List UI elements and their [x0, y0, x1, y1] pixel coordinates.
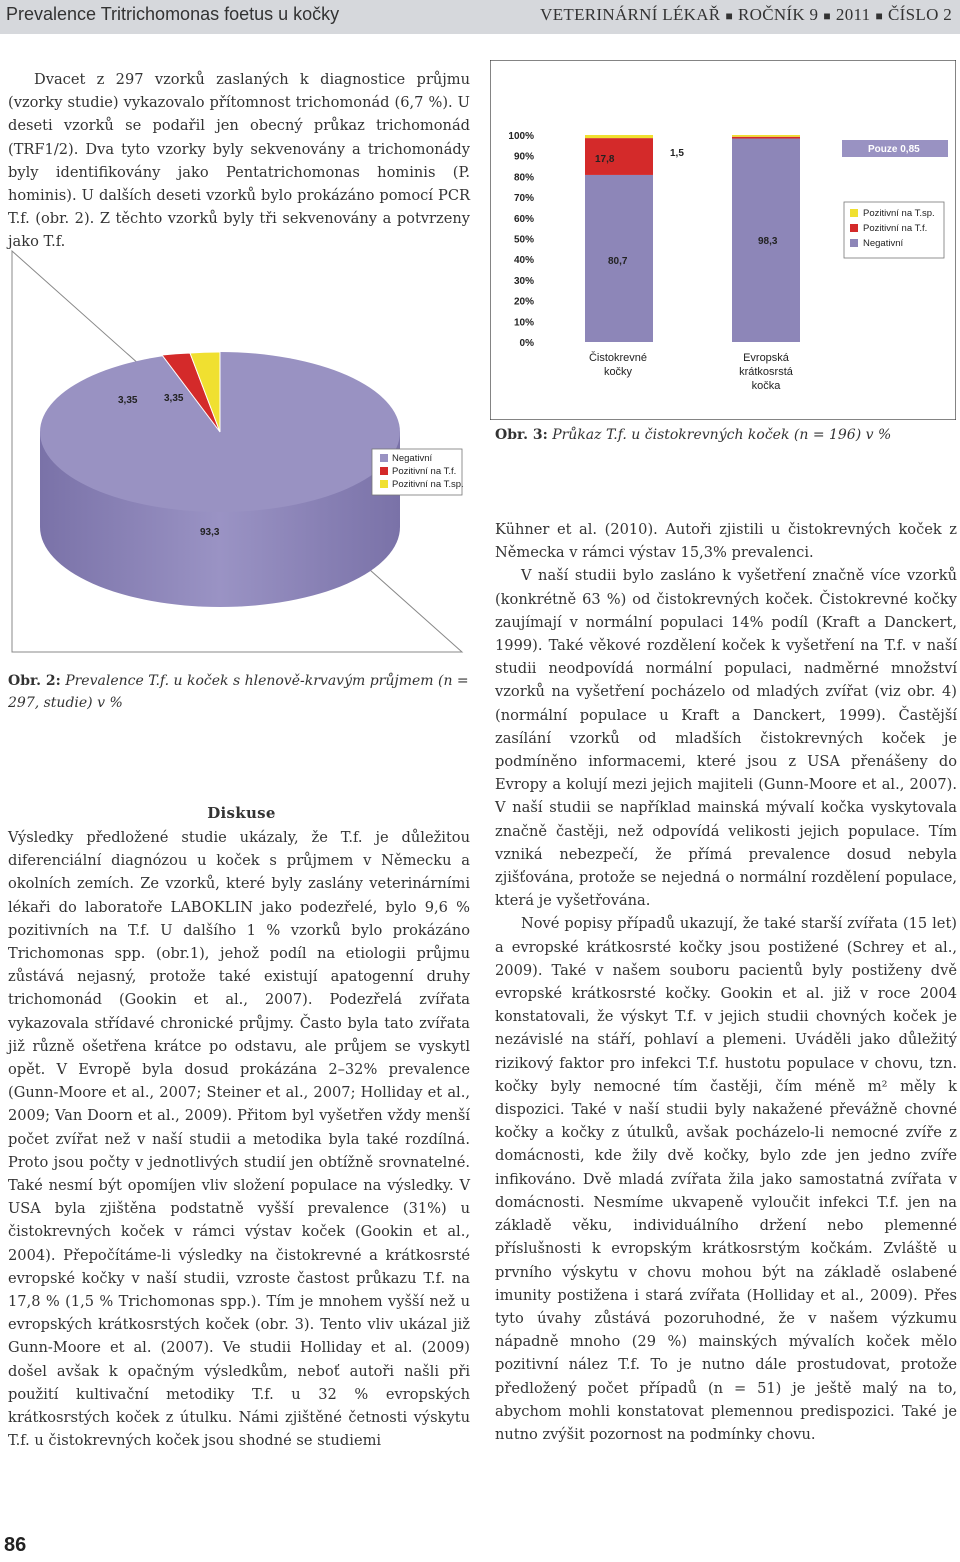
y-tick-label: 0%: [519, 338, 534, 349]
discussion-left-column: [8, 826, 470, 1452]
y-tick-label: 30%: [513, 275, 534, 287]
category-label-1: Čistokrevné: [588, 352, 648, 364]
intro-paragraph: Dvacet z 297 vzorků zaslaných k diagnostice průjmu (vzorky studie) vykazovalo přítomnost trichomonád (6,7 %). U deseti vzorků se podařil jen obecný průkaz trichomonád (TRF1/2). Dva tyto vzorky byly sekvenovány a trichomonády byly identifikovány jako Pentatrichomonas hominis (P. hominis). U dalších deseti vzorků bylo prokázáno pomocí PCR T.f. (obr. 2). Z těchto vzorků byly tři sekvenovány a potvrzeny jako T.f.: [8, 71, 470, 251]
page-number: 86: [4, 1534, 27, 1556]
discussion-heading: Diskuse: [207, 804, 276, 822]
bar-chart: [490, 60, 956, 420]
y-tick-label: 70%: [513, 193, 534, 205]
journal-year: 2011: [835, 5, 871, 24]
bar-label-tsp: 1,5: [670, 148, 684, 159]
pie-caption-text: Prevalence T.f. u koček s hlenově-krvavým průjmem (n = 297, studie) v %: [8, 673, 469, 711]
y-tick-label: 10%: [513, 317, 534, 329]
pie-chart: [0, 247, 465, 662]
bar-segment: [732, 137, 800, 139]
legend-tsp: Pozitivní na T.sp.: [392, 479, 464, 490]
pie-label-tsp: 3,35: [164, 393, 184, 404]
right-paragraph-3: Nové popisy případů ukazují, že také starší zvířata (15 let) a evropské krátkosrsté kočky jsou postižené (Schrey et al., 2009). Také v našem souboru pacientů byly postiženy dvě evropské krátkosrsté kočky. Gookin et al. již v roce 2004 konstatovali, že výskyt T.f. v jejich studii chovných koček je nezávislé na stáří, pohlaví a plemeni. Uváděli jako důležitý rizikový faktor pro infekci T.f. hustotu populace v chovu, tzn. kočky byly nemocné tím častěji, čím méně m² měly k dispozici. Také v naší studii byly nakažené převážně chovné kočky a kočky z útulků, avšak pocházelo-li nemocné zvíře z domácnosti, kde žily dvě kočky, bylo zde jen jedno zvíře infikováno. Dvě mladá zvířata žila jako samostatná zvířata v domácnosti. Nesmíme ukvapeně vyloučit infekci T.f. jen na základě věku, individuálního držení nebo plemenné příslušnosti k evropským krátkosrstým kočkám. Zvláště u prvního výskytu v chovu mohou být na základě oslabené imunity postižena i stará zvířata (Holliday et al., 2009). Přes tyto úvahy zůstává pozoruhodné, že v našem výzkumu nápadně mnoho (29 %) mainských mývalích koček mělo pozitivní nález T.f. To je nutno dále prostudovat, protože předložený počet případů (n = 51) je ještě malý na to, abychom mohli konstatovat plemennou predispozici. Také je nutno zvýšit pozornost na podmínky chovu.: [495, 915, 957, 1443]
bar-legend-tsp: Pozitivní na T.sp.: [863, 208, 935, 219]
pie-caption: [8, 670, 478, 714]
journal-info: [540, 5, 952, 25]
pie-caption-label: Obr. 2:: [8, 673, 61, 689]
bar-figure: [490, 60, 956, 420]
intro-column: [8, 68, 470, 254]
bar-annotation: Pouze 0,85: [868, 144, 920, 155]
y-tick-label: 40%: [513, 255, 534, 267]
category-label-2c: kočka: [751, 380, 781, 392]
pie-label-tf: 3,35: [118, 395, 138, 406]
y-tick-label: 100%: [508, 131, 534, 142]
journal-issue: ČÍSLO 2: [888, 5, 952, 24]
y-tick-label: 60%: [513, 213, 534, 225]
bar-caption-label: Obr. 3:: [495, 427, 548, 443]
bar-label-tf: 17,8: [595, 154, 615, 165]
right-paragraph-1: Kühner et al. (2010). Autoři zjistili u čistokrevných koček z Německa v rámci výstav 15,3% prevalenci.: [495, 521, 957, 562]
legend-swatch-tsp: [850, 209, 858, 217]
journal-name: VETERINÁRNÍ LÉKAŘ: [540, 5, 721, 24]
category-label-2: Evropská: [743, 352, 789, 364]
category-label-2b: krátkosrstá: [739, 366, 793, 378]
legend-swatch-tf: [380, 467, 388, 475]
legend-negative: Negativní: [392, 453, 433, 464]
bar-caption: [495, 424, 955, 446]
journal-volume: ROČNÍK 9: [738, 5, 819, 24]
article-title: Prevalence Tritrichomonas foetus u kočky: [6, 4, 340, 24]
bar-label-negative-1: 80,7: [608, 256, 628, 267]
bar-label-negative-2: 98,3: [758, 236, 778, 247]
legend-swatch-negative: [380, 454, 388, 462]
bar-caption-text: Průkaz T.f. u čistokrevných koček (n = 196) v %: [552, 427, 892, 443]
y-tick-label: 80%: [513, 172, 534, 184]
legend-tf: Pozitivní na T.f.: [392, 466, 457, 477]
pie-figure: [0, 247, 465, 662]
bar-segment: [585, 135, 653, 138]
bar-legend-tf: Pozitivní na T.f.: [863, 223, 928, 234]
bar-legend-negative: Negativní: [863, 238, 904, 249]
pie-label-negative: 93,3: [200, 527, 220, 538]
y-tick-label: 20%: [513, 296, 534, 308]
y-tick-label: 50%: [513, 234, 534, 246]
bar-segment: [732, 135, 800, 137]
running-header: [0, 0, 960, 34]
legend-swatch-negative: [850, 239, 858, 247]
right-paragraph-2: V naší studii bylo zasláno k vyšetření značně více vzorků (konkrétně 63 %) od čistokrevných koček. Čistokrevné kočky zaujímají v normální populaci 14% podíl (Kraft a Danckert, 1999). Také věkové rozdělení koček k vyšetření na T.f. v naší studii neodpovídá normální populaci, nadměrné množství vzorků na vyšetření pocházelo od mladých zvířat (viz obr. 4) (normální populace u Kraft a Danckert, 1999). Častější zasílání vzorků od mladších čistokrevných koček je podmíněno informacemi, které jsou z USA přenášeny do Evropy a kolují mezi jejich majiteli (Gunn-Moore et al., 2007). V naší studii se například mainská mývalí kočka vyskytovala značně častěji, než odpovídá velikosti jejich populace. Tím vzniká nebezpečí, že přímá prevalence dosud nebyla zjišťována, protože se nejedná o normální rozdělení populace, která je vyšetřována.: [495, 567, 957, 910]
right-column: [495, 518, 957, 1446]
legend-swatch-tsp: [380, 480, 388, 488]
separator-icon: ■: [725, 9, 733, 23]
legend-swatch-tf: [850, 224, 858, 232]
discussion-paragraph: Výsledky předložené studie ukázaly, že T.f. je důležitou diferenciální diagnózou u koček s průjmem v Německu a okolních zemích. Ze vzorků, které byly zaslány veterinárními lékaři do laboratoře LABOKLIN jako podezřelé, bylo 9,6 % pozitivních na T.f. U dalšího 1 % vzorků bylo prokázáno Trichomonas spp. (obr.1), jehož podíl na etiologii průjmu zůstává nejasný, protože také existují apatogenní druhy trichomonád (Gookin et al., 2007). Podezřelá zvířata vykazovala střídavé chronické průjmy. Často byla tato zvířata již různě ošetřena krátce po odstavu, ale průjem se vyskytl opět. V Evropě byla dosud prokázána 2–32% prevalence (Gunn-Moore et al., 2007; Steiner et al., 2007; Holliday et al., 2009; Van Doorn et al., 2009). Přitom byl vyšetřen vždy menší počet zvířat než v naší studii a metodika byla také rozdílná. Proto jsou počty v jednotlivých studií jen obtížně srovnatelné. Také nesmí být opomíjen vliv složení populace na výsledky. V USA byla zjištěna podstatně vyšší prevalence (31%) u čistokrevných koček v rámci výstav koček (Gookin et al., 2004). Přepočítáme-li výsledky na čistokrevné a krátkosrsté evropské kočky v naší studii, vzroste častost průkazu T.f. na 17,8 % (1,5 % Trichomonas spp.). Tím je mnohem vyšší než u evropských krátkosrstých koček (obr. 3). Tento vliv ukázal již Gunn-Moore et al. (2007). Ve studii Holliday et al. (2009) došel avšak k opačným výsledkům, neboť autoři našli při použití kultivační metodiky T.f. u 32 % evropských krátkosrstých koček z útulku. Námi zjištěné četnosti výskytu T.f. u čistokrevných koček jsou shodné se studiemi: [8, 829, 470, 1450]
separator-icon: ■: [875, 9, 884, 23]
y-tick-label: 90%: [513, 151, 534, 163]
separator-icon: ■: [823, 9, 831, 23]
category-label-1b: kočky: [603, 366, 633, 378]
